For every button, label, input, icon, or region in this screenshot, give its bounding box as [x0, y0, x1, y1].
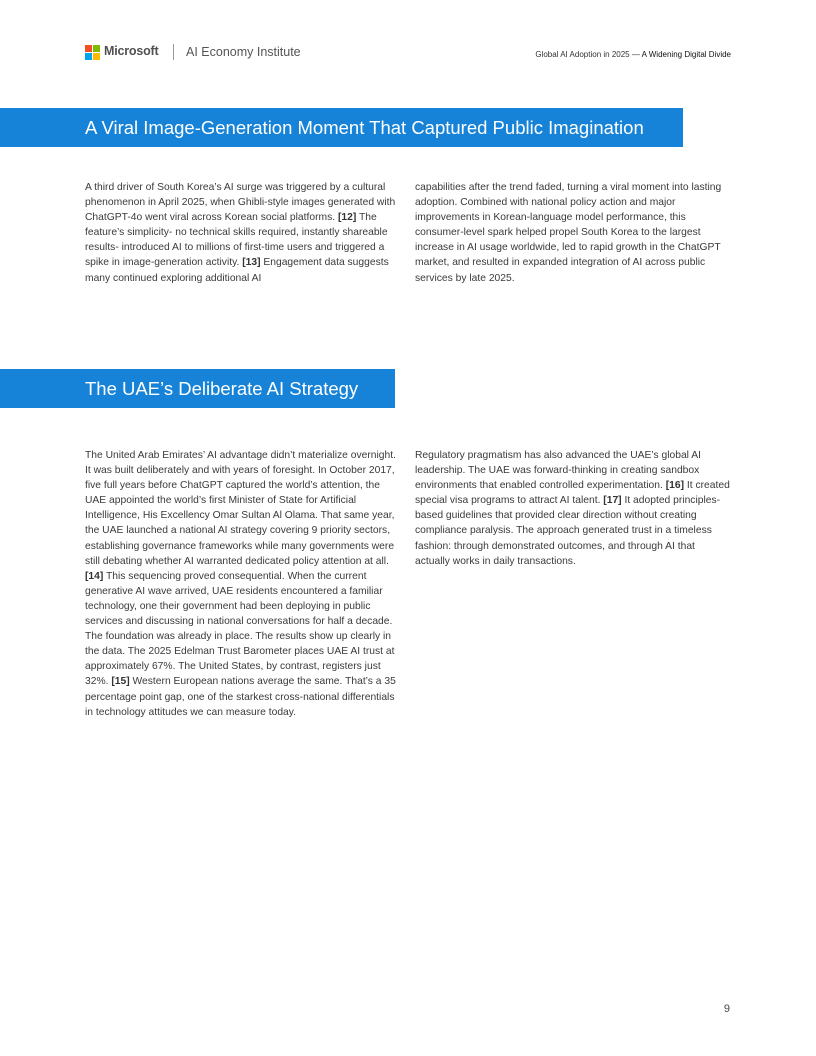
section-heading-viral-moment: A Viral Image-Generation Moment That Captured Public Imagination: [0, 108, 683, 147]
citation-ref: [12]: [337, 212, 357, 224]
section2-column-left: [85, 448, 400, 720]
document-title-prefix: Global AI Adoption in 2025 —: [535, 50, 642, 59]
document-title: [535, 50, 731, 59]
logo-square-red: [85, 45, 92, 52]
logo-square-yellow: [93, 53, 100, 60]
paragraph: capabilities after the trend faded, turning a viral moment into lasting adoption. Combined with national policy action and major improvements in Korean-language model performance, this consumer-level spark helped propel South Korea to the largest increase in AI usage worldwide, led to rapid growth in the ChatGPT market, and resulted in expanded integration of AI across public services by late 2025.: [415, 182, 722, 284]
logo-square-blue: [85, 53, 92, 60]
paragraph: A third driver of South Korea’s AI surge was triggered by a cultural phenomenon in April 2025, when Ghibli-style images generated with ChatGPT-4o went viral across Korean social platforms. [12] The feature’s simplicity- no technical skills required, instantly shareable results- introduced AI to millions of first-time users and triggered a spike in image-generation activity. [13] Engagement data suggests many continued exploring additional AI: [85, 182, 396, 284]
citation-ref: [15]: [111, 676, 130, 688]
page-header: [85, 42, 731, 64]
page-number: 9: [723, 1003, 730, 1015]
citation-ref: [14]: [85, 570, 104, 582]
section1-column-left: [85, 180, 400, 286]
citation-ref: [17]: [603, 495, 622, 507]
logo-square-green: [93, 45, 100, 52]
brand-divider: [173, 44, 174, 60]
document-title-emphasis: A Widening Digital Divide: [641, 50, 731, 59]
institute-name: AI Economy Institute: [186, 45, 301, 59]
brand-name: Microsoft: [104, 44, 159, 58]
section2-column-right: [415, 448, 730, 569]
citation-ref: [13]: [242, 257, 261, 269]
microsoft-logo-icon: [85, 45, 100, 60]
section-heading-uae-strategy: The UAE’s Deliberate AI Strategy: [0, 369, 395, 408]
citation-ref: [16]: [665, 480, 685, 492]
paragraph: Regulatory pragmatism has also advanced the UAE’s global AI leadership. The UAE was forward-thinking in creating sandbox environments that enabled controlled experimentation. [16] It created special visa programs to attract AI talent. [17] It adopted principles-based guidelines that provided clear direction without creating compliance paralysis. The approach generated trust in a timeless fashion: through demonstrated outcomes, and through AI that actually works in daily transactions.: [415, 450, 730, 567]
paragraph: The United Arab Emirates’ AI advantage didn’t materialize overnight. It was built deliberately and with years of foresight. In October 2017, five full years before ChatGPT captured the world’s attention, the UAE appointed the world’s first Minister of State for Artificial Intelligence, His Excellency Omar Sultan Al Olama. That same year, the UAE launched a national AI strategy covering 9 priority sectors, establishing governance frameworks while many governments were still debating whether AI warranted dedicated policy attention at all. [14] This sequencing proved consequential. When the current generative AI wave arrived, UAE residents encountered a familiar technology, one their government had been deploying in public services and discussing in national conversations for half a decade. The foundation was already in place. The results show up clearly in the data. The 2025 Edelman Trust Barometer places UAE AI trust at approximately 67%. The United States, by contrast, registers just 32%. [15] Western European nations average the same. That’s a 35 percentage point gap, one of the starkest cross-national differentials in technology attitudes we can measure today.: [85, 450, 396, 718]
section1-column-right: [415, 180, 730, 286]
